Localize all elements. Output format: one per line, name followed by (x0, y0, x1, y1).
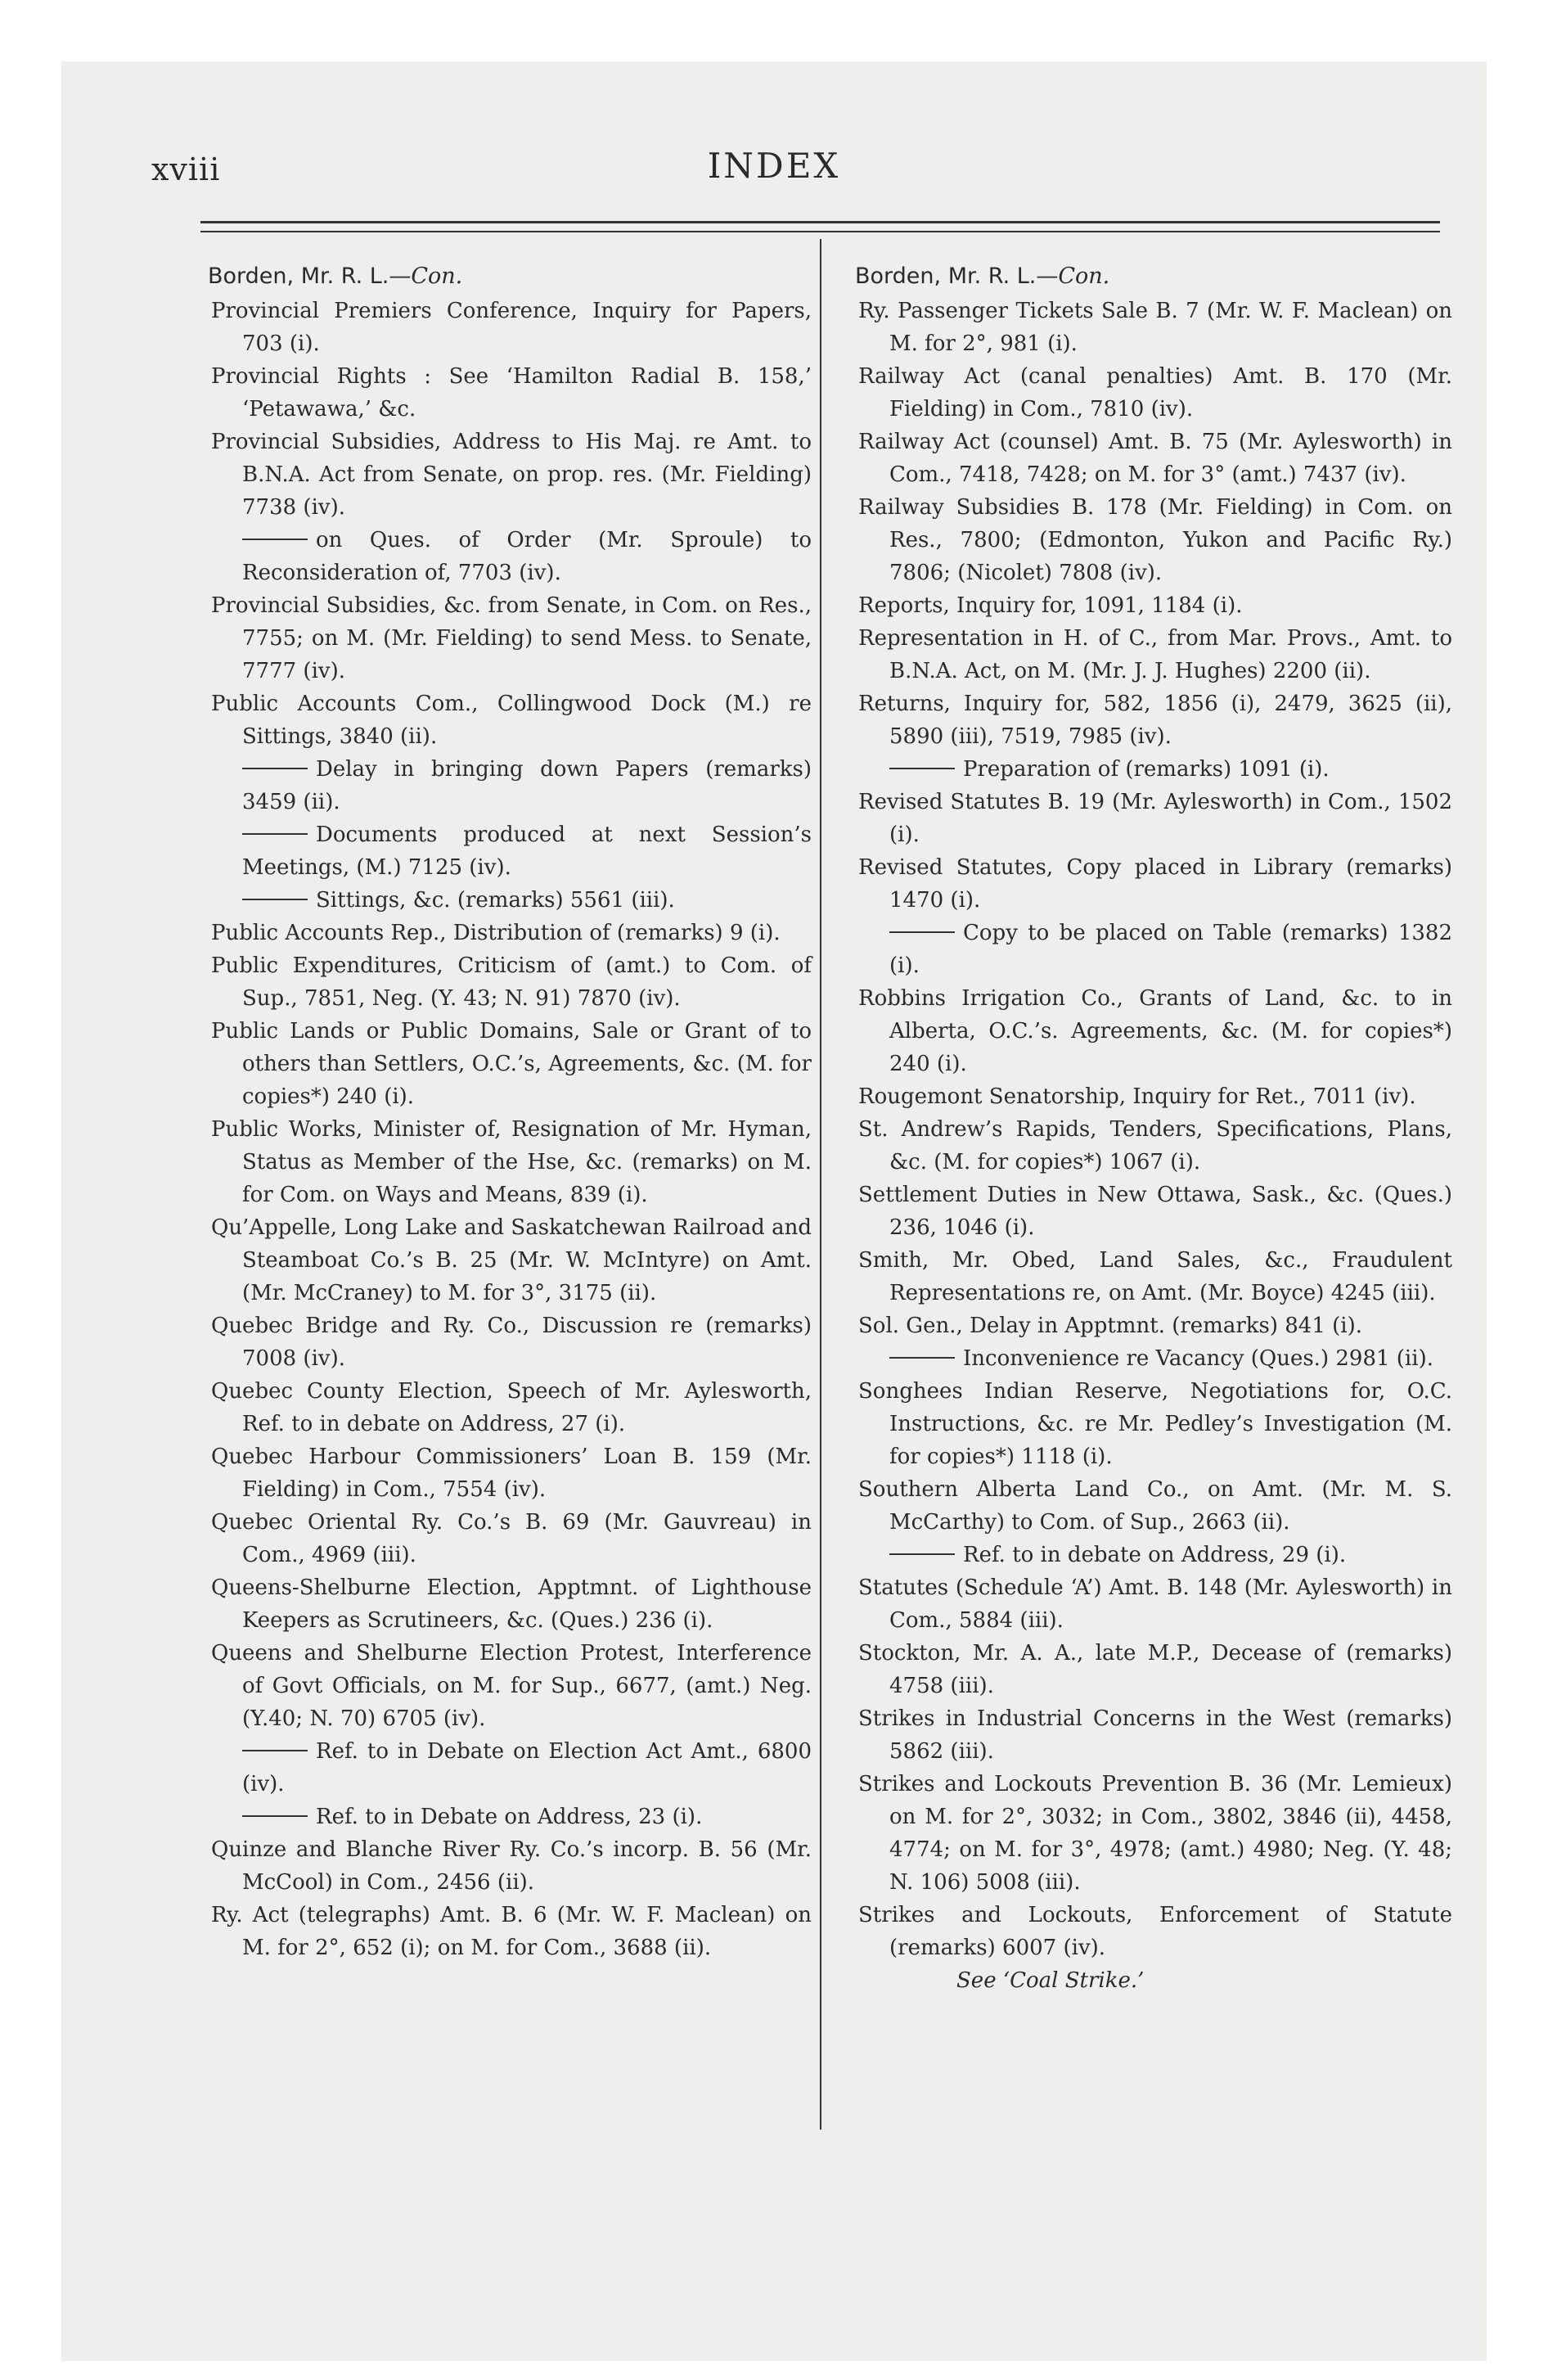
entry-text: Qu’Appelle, Long Lake and Saskatchewan Railroad and Steamboat Co.’s B. 25 (Mr. W. McIntyre) on Amt. (Mr. McCraney) to M. for 3°, 3175 (ii). (211, 1215, 812, 1305)
index-entry (858, 1637, 1452, 1702)
entry-text: Quebec Bridge and Ry. Co., Discussion re (remarks) 7008 (iv). (211, 1314, 812, 1371)
index-entry (858, 589, 1452, 622)
entry-text: Statutes (Schedule ‘A’) Amt. B. 148 (Mr. Aylesworth) in Com., 5884 (iii). (858, 1575, 1452, 1633)
entry-text: Queens and Shelburne Election Protest, Interference of Govt Officials, on M. for Sup., 6677, (amt.) Neg. (Y.40; N. 70) 6705 (iv). (211, 1641, 812, 1731)
index-subentry (211, 753, 812, 818)
index-entry (211, 1637, 812, 1735)
entry-text: Returns, Inquiry for, 582, 1856 (i), 2479, 3625 (ii), 5890 (iii), 7519, 7985 (iv). (858, 692, 1452, 749)
ditto-dash (242, 833, 308, 835)
index-heading (208, 260, 812, 293)
index-entry (211, 949, 812, 1015)
entry-text: Quinze and Blanche River Ry. Co.’s incorp. B. 56 (Mr. McCool) in Com., 2456 (ii). (211, 1837, 812, 1895)
index-entry (858, 360, 1452, 426)
index-entry (211, 917, 812, 949)
entry-text: Railway Subsidies B. 178 (Mr. Fielding) in Com. on Res., 7800; (Edmonton, Yukon and Pacific Ry.) 7806; (Nicolet) 7808 (iv). (858, 495, 1452, 585)
entry-text: Public Accounts Rep., Distribution of (remarks) 9 (i). (211, 921, 781, 945)
left-column (208, 260, 812, 1964)
index-entry (211, 1440, 812, 1506)
entry-text: Strikes and Lockouts, Enforcement of Statute (remarks) 6007 (iv). (858, 1903, 1452, 1960)
index-entry (858, 622, 1452, 687)
index-entry (211, 1899, 812, 1964)
entry-text: Smith, Mr. Obed, Land Sales, &c., Fraudulent Representations re, on Amt. (Mr. Boyce) 4245 (iii). (858, 1248, 1452, 1305)
ditto-dash (242, 539, 308, 540)
index-subentry (858, 753, 1452, 786)
entry-text: Public Lands or Public Domains, Sale or Grant of to others than Settlers, O.C.’s, Agreements, &c. (M. for copies*) 240 (i). (211, 1019, 812, 1109)
entry-text: Reports, Inquiry for, 1091, 1184 (i). (858, 593, 1243, 618)
entry-text: Quebec Oriental Ry. Co.’s B. 69 (Mr. Gauvreau) in Com., 4969 (iii). (211, 1510, 812, 1567)
entry-text: Revised Statutes B. 19 (Mr. Aylesworth) in Com., 1502 (i). (858, 790, 1452, 847)
entry-text: on Ques. of Order (Mr. Sproule) to Reconsideration of, 7703 (iv). (242, 528, 812, 585)
index-entry (211, 1375, 812, 1440)
index-entry (211, 1309, 812, 1375)
index-subentry (211, 884, 812, 917)
entry-text: Representation in H. of C., from Mar. Provs., Amt. to B.N.A. Act, on M. (Mr. J. J. Hughes) 2200 (ii). (858, 626, 1452, 683)
index-subentry (211, 1735, 812, 1801)
index-entry (211, 1571, 812, 1637)
entry-text: St. Andrew’s Rapids, Tenders, Specifications, Plans, &c. (M. for copies*) 1067 (i). (858, 1117, 1452, 1174)
index-subentry (858, 917, 1452, 982)
index-entry (211, 1211, 812, 1309)
index-entry (858, 1571, 1452, 1637)
index-entry (858, 1899, 1452, 1964)
heading-continued: —Con. (389, 264, 463, 289)
index-entry (858, 687, 1452, 753)
index-entry (858, 1080, 1452, 1113)
entry-text: Provincial Subsidies, &c. from Senate, in Com. on Res., 7755; on M. (Mr. Fielding) to send Mess. to Senate, 7777 (iv). (211, 593, 812, 683)
ditto-dash (242, 768, 308, 769)
entry-text: Rougemont Senatorship, Inquiry for Ret., 7011 (iv). (858, 1084, 1416, 1109)
ditto-dash (889, 768, 955, 769)
index-entry (211, 589, 812, 687)
index-subentry (211, 524, 812, 589)
index-entry (211, 687, 812, 753)
page-title: INDEX (707, 146, 841, 186)
entry-text: Documents produced at next Session’s Meetings, (M.) 7125 (iv). (242, 823, 812, 880)
entry-text: Inconvenience re Vacancy (Ques.) 2981 (ii). (963, 1346, 1433, 1371)
entry-text: Railway Act (counsel) Amt. B. 75 (Mr. Aylesworth) in Com., 7418, 7428; on M. for 3° (amt.) 7437 (iv). (858, 430, 1452, 487)
heading-name: Borden, Mr. R. L. (855, 264, 1037, 289)
index-subentry (858, 1342, 1452, 1375)
index-entry (858, 1179, 1452, 1244)
entry-list (855, 295, 1452, 1964)
entry-text: Strikes in Industrial Concerns in the West (remarks) 5862 (iii). (858, 1706, 1452, 1764)
entry-text: Copy to be placed on Table (remarks) 1382 (i). (889, 921, 1452, 978)
index-entry (858, 491, 1452, 589)
entry-text: Ry. Passenger Tickets Sale B. 7 (Mr. W. F. Maclean) on M. for 2°, 981 (i). (858, 299, 1452, 356)
index-entry (211, 295, 812, 360)
entry-text: Ref. to in Debate on Election Act Amt., 6800 (iv). (242, 1739, 812, 1796)
index-entry (211, 1015, 812, 1113)
index-entry (211, 426, 812, 524)
index-entry (211, 1833, 812, 1899)
entry-text: Revised Statutes, Copy placed in Library (remarks) 1470 (i). (858, 855, 1452, 913)
index-entry (211, 360, 812, 426)
index-entry (858, 1375, 1452, 1473)
entry-text: Provincial Premiers Conference, Inquiry for Papers, 703 (i). (211, 299, 812, 356)
right-column (855, 260, 1452, 1997)
index-entry (858, 1309, 1452, 1342)
index-entry (858, 982, 1452, 1080)
column-divider (820, 239, 821, 2130)
ditto-dash (889, 931, 955, 933)
entry-text: Robbins Irrigation Co., Grants of Land, &c. to in Alberta, O.C.’s. Agreements, &c. (M. for copies*) 240 (i). (858, 986, 1452, 1076)
entry-text: Railway Act (canal penalties) Amt. B. 170 (Mr. Fielding) in Com., 7810 (iv). (858, 364, 1452, 421)
index-entry (858, 1702, 1452, 1768)
entry-text: Ref. to in Debate on Address, 23 (i). (316, 1805, 703, 1829)
index-entry (858, 1473, 1452, 1539)
index-entry (858, 1244, 1452, 1309)
entry-text: Quebec Harbour Commissioners’ Loan B. 159 (Mr. Fielding) in Com., 7554 (iv). (211, 1445, 812, 1502)
entry-text: Songhees Indian Reserve, Negotiations for, O.C. Instructions, &c. re Mr. Pedley’s Investigation (M. for copies*) 1118 (i). (858, 1379, 1452, 1469)
ditto-dash (889, 1553, 955, 1555)
entry-text: Strikes and Lockouts Prevention B. 36 (Mr. Lemieux) on M. for 2°, 3032; in Com., 3802, 3846 (ii), 4458, 4774; on M. for 3°, 4978; (amt.) 4980; Neg. (Y. 48; N. 106) 5008 (iii). (858, 1772, 1452, 1895)
heading-continued: —Con. (1036, 264, 1110, 289)
header-rule-inner (200, 231, 1440, 232)
entry-text: Preparation of (remarks) 1091 (i). (963, 757, 1330, 782)
entry-text: Sittings, &c. (remarks) 5561 (iii). (316, 888, 675, 913)
entry-text: Public Works, Minister of, Resignation of Mr. Hyman, Status as Member of the Hse, &c. (remarks) on M. for Com. on Ways and Means, 839 (i). (211, 1117, 812, 1207)
entry-text: Stockton, Mr. A. A., late M.P., Decease of (remarks) 4758 (iii). (858, 1641, 1452, 1698)
page-number: xviii (151, 151, 221, 187)
heading-name: Borden, Mr. R. L. (208, 264, 389, 289)
entry-text: Provincial Rights : See ‘Hamilton Radial B. 158,’ ‘Petawawa,’ &c. (211, 364, 812, 421)
entry-text: Public Accounts Com., Collingwood Dock (M.) re Sittings, 3840 (ii). (211, 692, 812, 749)
entry-text: Sol. Gen., Delay in Apptmnt. (remarks) 841 (i). (858, 1314, 1363, 1338)
index-entry (858, 851, 1452, 917)
entry-text: Provincial Subsidies, Address to His Maj. re Amt. to B.N.A. Act from Senate, on prop. res. (Mr. Fielding) 7738 (iv). (211, 430, 812, 520)
entry-text: Quebec County Election, Speech of Mr. Aylesworth, Ref. to in debate on Address, 27 (i). (211, 1379, 812, 1436)
index-subentry (858, 1539, 1452, 1571)
entry-text: Public Expenditures, Criticism of (amt.) to Com. of Sup., 7851, Neg. (Y. 43; N. 91) 7870 (iv). (211, 953, 812, 1011)
entry-text: Settlement Duties in New Ottawa, Sask., &c. (Ques.) 236, 1046 (i). (858, 1183, 1452, 1240)
entry-text: Ry. Act (telegraphs) Amt. B. 6 (Mr. W. F. Maclean) on M. for 2°, 652 (i); on M. for Com., 3688 (ii). (211, 1903, 812, 1960)
index-heading (855, 260, 1452, 293)
index-entry (858, 1768, 1452, 1899)
entry-list (208, 295, 812, 1964)
index-entry (858, 1113, 1452, 1179)
see-also-entry: See ‘Coal Strike.’ (956, 1968, 1145, 1993)
entry-text: Southern Alberta Land Co., on Amt. (Mr. M. S. McCarthy) to Com. of Sup., 2663 (ii). (858, 1477, 1452, 1535)
index-entry (858, 295, 1452, 360)
ditto-dash (242, 1750, 308, 1751)
index-entry (211, 1113, 812, 1211)
ditto-dash (242, 899, 308, 900)
index-subentry (211, 818, 812, 884)
index-entry (858, 786, 1452, 851)
entry-text: Delay in bringing down Papers (remarks) 3459 (ii). (242, 757, 812, 814)
entry-text: Queens-Shelburne Election, Apptmnt. of Lighthouse Keepers as Scrutineers, &c. (Ques.) 236 (i). (211, 1575, 812, 1633)
index-subentry (211, 1801, 812, 1833)
index-entry (211, 1506, 812, 1571)
index-entry (858, 426, 1452, 491)
ditto-dash (889, 1357, 955, 1359)
entry-text: Ref. to in debate on Address, 29 (i). (963, 1543, 1347, 1567)
ditto-dash (242, 1815, 308, 1817)
header-rule (200, 221, 1440, 223)
